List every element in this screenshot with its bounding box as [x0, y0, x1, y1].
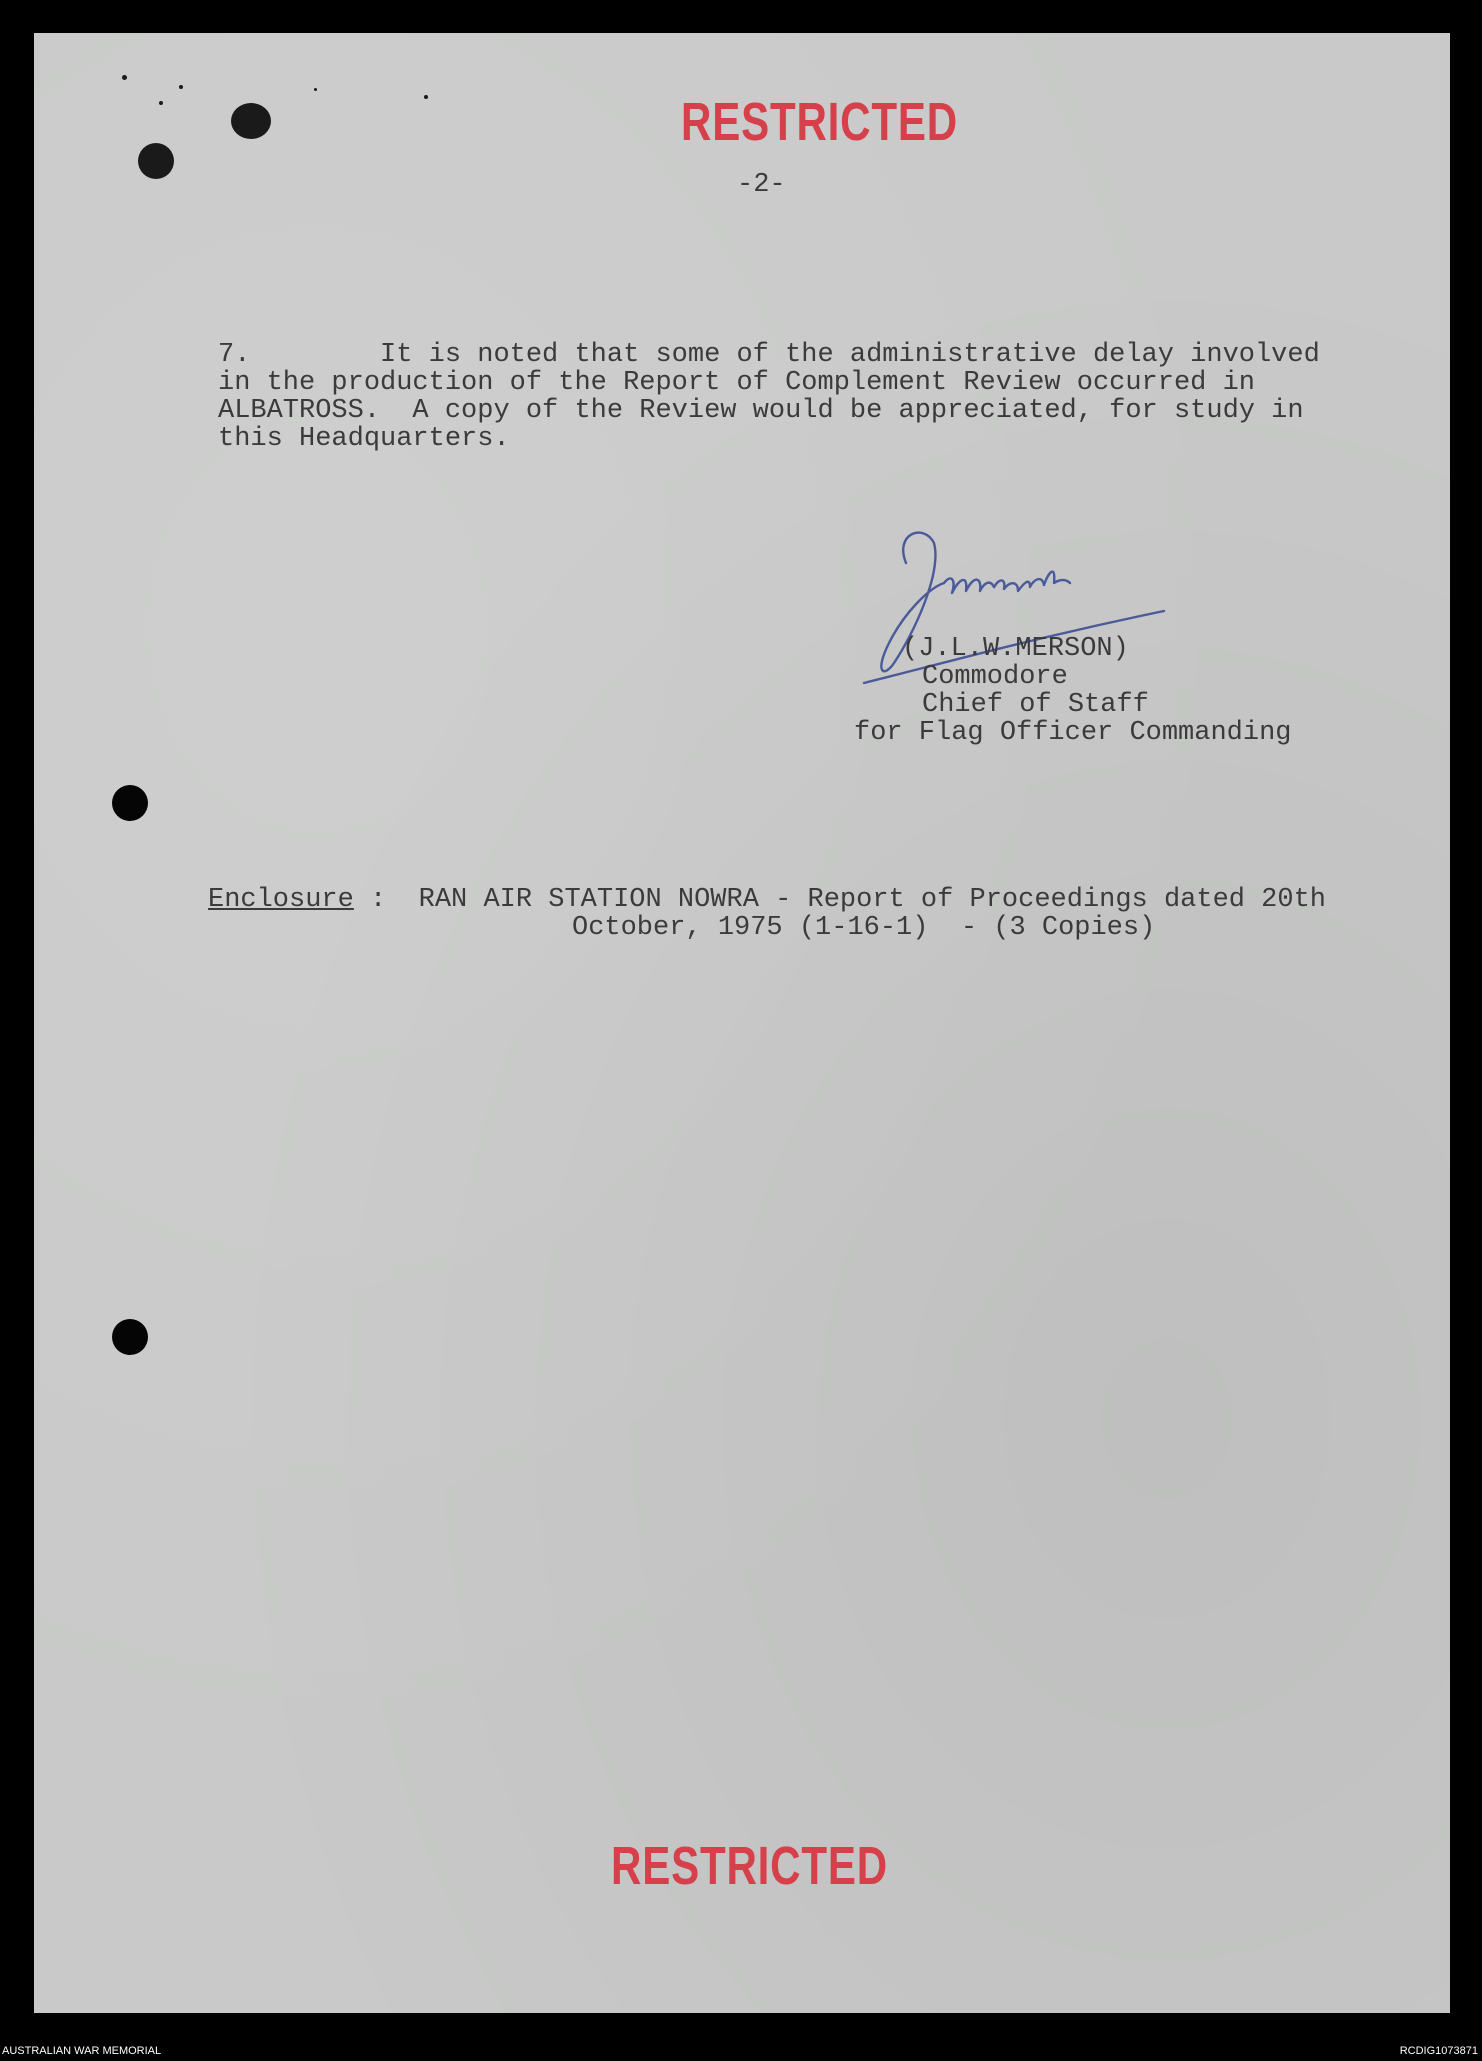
ink-speck — [179, 85, 183, 89]
ink-speck — [159, 101, 163, 105]
signatory-title: Chief of Staff — [922, 690, 1149, 720]
punch-hole-lower — [112, 1319, 148, 1355]
ink-blot-2 — [138, 143, 174, 179]
paragraph-7-line-3: ALBATROSS. A copy of the Review would be appreciated, for study in — [218, 396, 1304, 426]
ink-speck — [424, 95, 428, 99]
restricted-stamp-bottom: RESTRICTED — [611, 1836, 888, 1896]
enclosure-line-1 — [208, 886, 1326, 914]
paragraph-7-line-4: this Headquarters. — [218, 424, 510, 454]
document-page — [34, 33, 1450, 2013]
restricted-stamp-top: RESTRICTED — [681, 92, 958, 152]
paragraph-7-line-2: in the production of the Report of Complement Review occurred in — [218, 368, 1255, 398]
ink-blot-1 — [231, 103, 271, 139]
paragraph-7-line-1: 7. It is noted that some of the administrative delay involved — [218, 340, 1320, 370]
enclosure-separator: : — [353, 885, 419, 915]
page-number: -2- — [737, 170, 786, 200]
enclosure-label: Enclosure — [208, 885, 354, 915]
signatory-rank: Commodore — [922, 662, 1068, 692]
footer-source: AUSTRALIAN WAR MEMORIAL — [2, 2045, 162, 2057]
punch-hole-upper — [112, 785, 148, 821]
enclosure-text-1: RAN AIR STATION NOWRA - Report of Proceedings dated 20th — [418, 885, 1326, 915]
signatory-name: (J.L.W.MERSON) — [902, 634, 1129, 664]
ink-speck — [122, 75, 127, 80]
signatory-for-line: for Flag Officer Commanding — [854, 718, 1292, 748]
footer-reference: RCDIG1073871 — [1399, 2045, 1478, 2057]
ink-speck — [314, 88, 317, 91]
enclosure-line-2: October, 1975 (1-16-1) - (3 Copies) — [572, 913, 1156, 943]
